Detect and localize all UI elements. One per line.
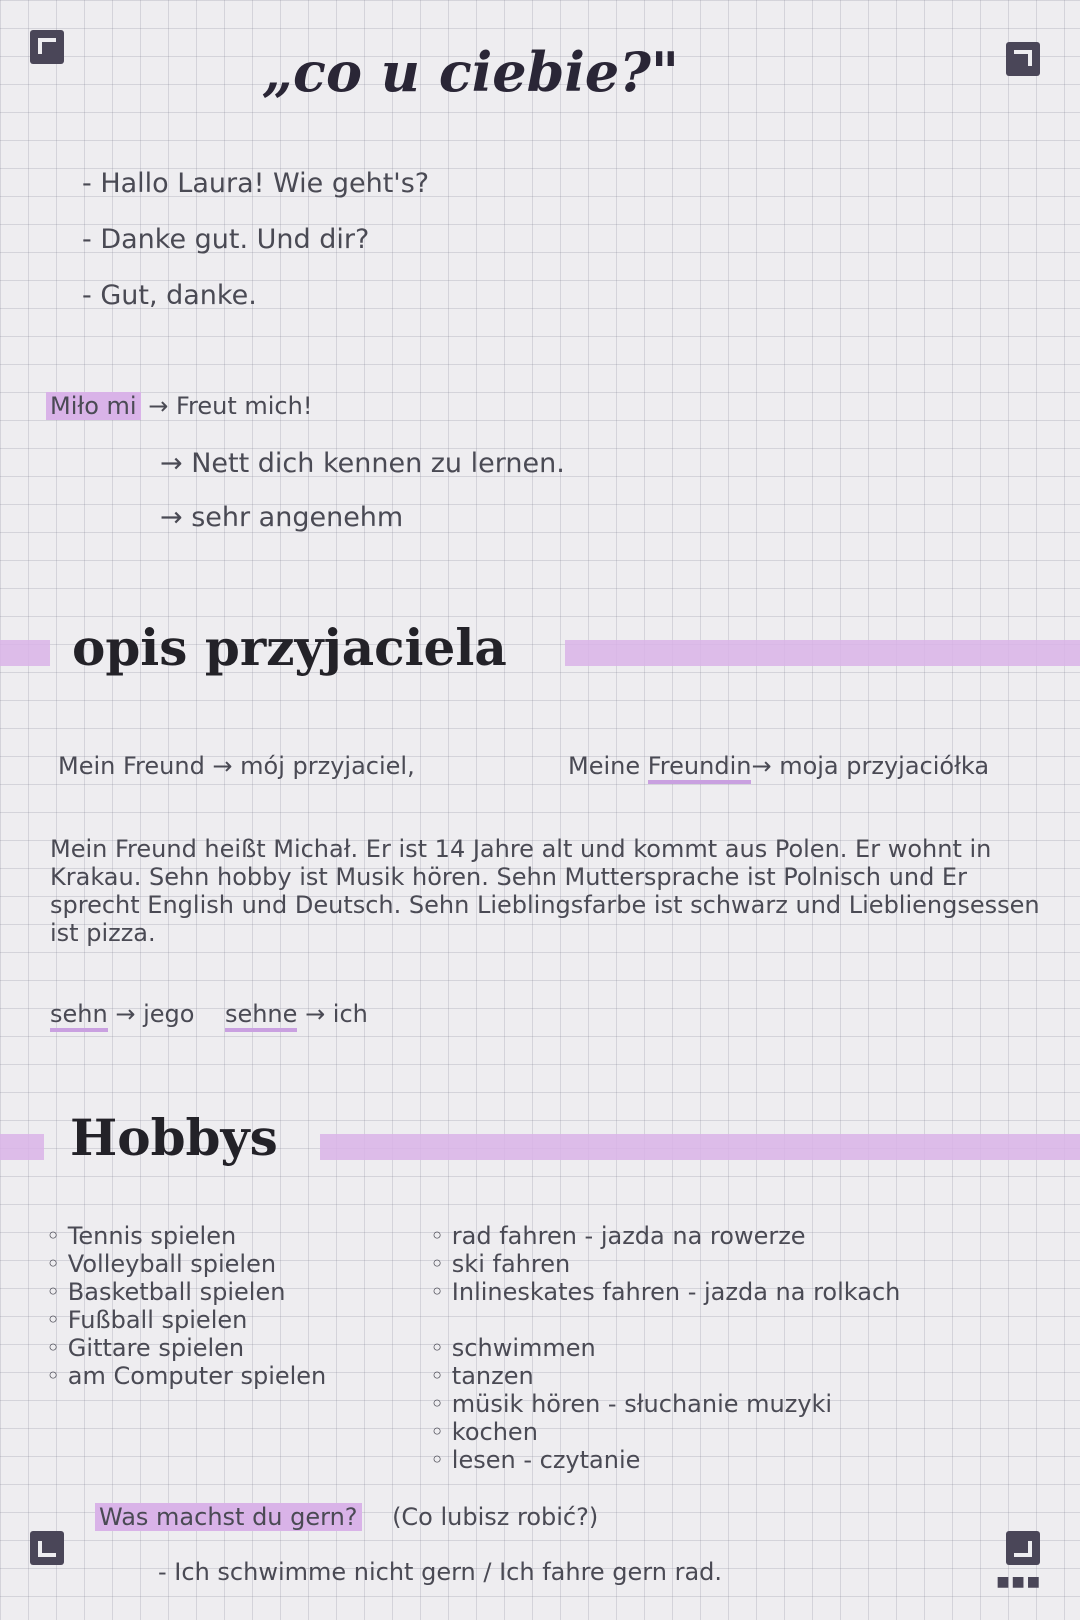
list-item: ◦ kochen [430,1418,832,1446]
hobby-list-right [430,1222,900,1306]
list-item: ◦ Volleyball spielen [46,1250,326,1278]
phrase-nett: → Nett dich kennen zu lernen. [160,448,565,479]
possessive-2: sehne [225,1000,297,1032]
section-heading-hobbys: Hobbys [70,1108,278,1167]
vocab-prefix: Meine [568,752,648,780]
corner-mark-top-right [1006,42,1040,76]
vocab-underlined-word: Freundin [648,752,752,784]
hobby-list-left [46,1222,326,1390]
hobbys-bar-left [0,1134,44,1160]
phrase-freut-mich: Freut mich! [175,392,313,420]
corner-mark-bottom-right [1006,1531,1040,1565]
question-text: Was machst du gern? [95,1503,362,1531]
vocab-friend-male: Mein Freund → mój przyjaciel, [58,752,415,780]
phrase-angenehm: → sehr angenehm [160,502,404,533]
list-item: ◦ lesen - czytanie [430,1446,832,1474]
list-item: ◦ am Computer spielen [46,1362,326,1390]
arrow-icon: → [148,392,169,420]
list-item: ◦ Basketball spielen [46,1278,326,1306]
corner-mark-bottom-left [30,1531,64,1565]
list-item: ◦ müsik hören - słuchanie muzyki [430,1390,832,1418]
vocab-friend-female [568,752,989,780]
vocab-suffix: → moja przyjaciółka [751,752,990,780]
possessive-1-translation: → jego [115,1000,195,1028]
page-title: „co u ciebie?" [262,40,679,104]
hobbys-bar-right [320,1134,1080,1160]
heading-bar-left [0,640,50,666]
question-line [95,1503,598,1531]
list-item: ◦ ski fahren [430,1250,900,1278]
list-item: ◦ schwimmen [430,1334,832,1362]
greeting-line-2: - Danke gut. Und dir? [82,224,370,255]
greeting-line-3: - Gut, danke. [82,280,257,311]
greeting-line-1: - Hallo Laura! Wie geht's? [82,168,430,199]
possessive-2-translation: → ich [305,1000,368,1028]
possessive-1: sehn [50,1000,108,1032]
friend-description: Mein Freund heißt Michał. Er ist 14 Jahre alt und kommt aus Polen. Er wohnt in Krakau. Sehn hobby ist Musik hören. Sehn Muttersprache ist Polnisch und Er sprecht English und Deutsch. Sehn Lieblingsfarbe ist schwarz und Liebliengsessen ist pizza. [50,835,1040,947]
dots-icon: ■■■ [996,1574,1042,1590]
corner-mark-top-left [30,30,64,64]
answer-line: - Ich schwimme nicht gern / Ich fahre gern rad. [158,1558,723,1586]
hobby-list-right-2 [430,1334,832,1474]
heading-bar-right [565,640,1080,666]
nice-to-meet-label: Miło mi [46,392,141,420]
question-translation: (Co lubisz robić?) [392,1503,599,1531]
list-item: ◦ tanzen [430,1362,832,1390]
possessives-line [50,1000,368,1028]
list-item: ◦ Fußball spielen [46,1306,326,1334]
list-item: ◦ rad fahren - jazda na rowerze [430,1222,900,1250]
list-item: ◦ Gittare spielen [46,1334,326,1362]
section-heading-friend: opis przyjaciela [72,618,507,677]
nice-to-meet-block [46,392,312,420]
list-item: ◦ Inlineskates fahren - jazda na rolkach [430,1278,900,1306]
list-item: ◦ Tennis spielen [46,1222,326,1250]
